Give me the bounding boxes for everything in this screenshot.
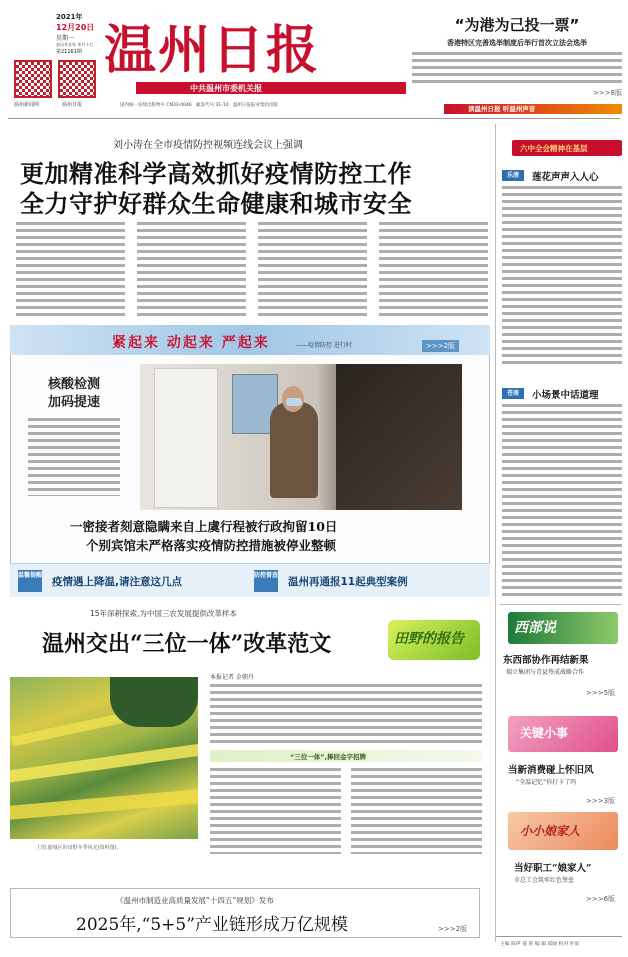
- reform-col-1: [210, 768, 341, 854]
- sidebar-logo-5-text: 小小娘家人: [520, 824, 581, 838]
- sidebar-title-1[interactable]: 莲花声声入人心: [532, 172, 599, 183]
- reform-photo[interactable]: [10, 677, 198, 839]
- top-right-story[interactable]: [412, 14, 622, 100]
- item-reminder[interactable]: 疫情遇上降温,请注意这几点: [52, 576, 182, 588]
- corner-label-1: 温州新闻网: [14, 102, 40, 108]
- top-right-more[interactable]: >>>8版: [592, 89, 622, 97]
- lead-col-4: [379, 222, 488, 318]
- weekday: 星期一: [56, 35, 75, 42]
- sidebar-divider-1: [500, 604, 622, 605]
- bottom-kicker: 《温州市制造业高质量发展“十四五”规划》发布: [116, 896, 274, 905]
- lead-body: [16, 222, 488, 318]
- photo-person-body: [270, 402, 318, 498]
- qr-code-wechat[interactable]: [58, 60, 96, 98]
- sidebar-body-2: [502, 404, 622, 600]
- lead-headline-2[interactable]: 全力守护好群众生命健康和城市安全: [20, 190, 412, 218]
- photo-title-2: 加码提速: [47, 395, 100, 410]
- corner-label-2: 温州日报: [62, 102, 83, 108]
- photo-title-1: 核酸检测: [47, 377, 100, 392]
- sidebar-logo-4-text: 关键小事: [520, 726, 569, 740]
- photo-booth: [154, 368, 218, 508]
- lead-col-3: [258, 222, 367, 318]
- sidebar-tag-1: 乐清: [502, 170, 524, 181]
- sidebar-title-3[interactable]: 东西部协作再结新果: [503, 655, 589, 666]
- sidebar-more-4[interactable]: >>>3版: [586, 797, 616, 805]
- top-right-body: [412, 52, 622, 86]
- top-right-headline: “为港为己投一票”: [454, 16, 580, 34]
- info-right: 温州日报报业集团出版: [232, 103, 278, 108]
- sidebar-title-2[interactable]: 小场景中话道理: [532, 390, 599, 401]
- photo-trees: [110, 677, 198, 727]
- sidebar-title-4[interactable]: 当新消费碰上怀旧风: [508, 765, 594, 776]
- tag-reminder: 温馨提醒: [18, 570, 42, 592]
- photo-foreground: [336, 364, 462, 510]
- sidebar-more-3[interactable]: >>>5版: [586, 689, 616, 697]
- reform-headline[interactable]: 温州交出“三位一体”改革范文: [42, 631, 332, 657]
- reform-byline: 本报记者 金朝丹: [210, 674, 254, 681]
- lunar-date: 农历辛丑年 冬月十七: [56, 42, 94, 47]
- sidebar-logo-3-text: 西部说: [514, 620, 556, 636]
- sidebar-body-1: [502, 186, 622, 368]
- masthead-subtitle: 中共温州市委机关报: [190, 84, 262, 93]
- qr-code-weibo[interactable]: [14, 60, 52, 98]
- info-mid: 邮发代号:31-10: [196, 103, 229, 108]
- reform-body: [210, 768, 482, 854]
- date: 12月20日: [56, 23, 95, 32]
- sidebar-banner-text: 六中全会精神在基层: [520, 144, 588, 153]
- lead-kicker: 刘小涛在全市疫情防控视频连线会议上强调: [113, 140, 303, 151]
- campaign-photo-text: [28, 418, 120, 496]
- photo-mask: [286, 398, 302, 406]
- sidebar-more-5[interactable]: >>>6版: [586, 895, 616, 903]
- reform-intro: [210, 684, 482, 744]
- masthead-rule: [136, 82, 406, 94]
- reform-col-2: [351, 768, 482, 854]
- tag-inspection: 防控督查: [254, 570, 278, 592]
- sidebar-sub-5: 市总工会筑牢红色堡垒: [514, 877, 575, 884]
- photo-field-2: [10, 741, 198, 785]
- lead-headline-1[interactable]: 更加精准科学高效抓好疫情防控工作: [20, 160, 412, 188]
- reform-subhead: “三位一体”,捧回金字招牌: [290, 753, 367, 761]
- reform-kicker: 15年深耕探索,为中国三农发展提供改革样本: [90, 609, 237, 618]
- campaign-tag: ——疫情防控 进行时: [296, 342, 352, 349]
- campaign-line-1[interactable]: 一密接者刻意隐瞒来自上虞行程被行政拘留10日: [70, 519, 338, 534]
- issue-number: 第21161期: [56, 49, 82, 55]
- campaign-line-2[interactable]: 个别宾馆未严格落实疫情防控措施被停业整顿: [86, 538, 337, 553]
- photo-field-3: [10, 787, 198, 820]
- masthead-divider: [8, 118, 620, 119]
- reform-photo-caption: 上图:鹿城区的田野冬季风光(资料图)。: [36, 845, 122, 851]
- footer-credits: 主编 陈伊 值 班 编 辑 郑晓 校对 叶雨: [500, 942, 580, 947]
- newspaper-title: 温州日报: [104, 20, 321, 81]
- bottom-headline[interactable]: 2025年,“5+5”产业链形成万亿规模: [76, 915, 348, 935]
- sidebar-sub-3: 瑞立集团与青县签成战略合作: [506, 669, 585, 676]
- sidebar-tag-2: 苍南: [502, 388, 524, 399]
- top-right-sub: 香港特区完善选举制度后举行首次立法会选举: [447, 39, 587, 47]
- campaign-photo-title: [34, 376, 114, 412]
- sidebar-sub-4: “全温记忆”你打卡了吗: [516, 779, 577, 786]
- bottom-more[interactable]: >>>2版: [438, 925, 468, 933]
- campaign-more[interactable]: >>>2版: [422, 340, 459, 352]
- sidebar-title-5[interactable]: 当好职工“娘家人”: [514, 863, 592, 874]
- reform-badge-text: 田野的报告: [394, 631, 464, 647]
- campaign-photo[interactable]: [140, 364, 462, 510]
- year: 2021年: [56, 13, 83, 21]
- info-left: 国内统一连续出版物号 CN33-0046: [120, 103, 192, 108]
- item-inspection[interactable]: 温州再通报11起典型案例: [288, 576, 408, 588]
- sidebar-divider: [495, 124, 496, 942]
- campaign-slogan: 紧起来 动起来 严起来: [112, 335, 270, 351]
- top-right-ad-text: 读温州日报 听温州声音: [468, 105, 536, 113]
- footer-rule: [496, 936, 622, 937]
- lead-col-2: [137, 222, 246, 318]
- date-block: [56, 12, 96, 55]
- masthead-info-line: [120, 102, 278, 108]
- lead-col-1: [16, 222, 125, 318]
